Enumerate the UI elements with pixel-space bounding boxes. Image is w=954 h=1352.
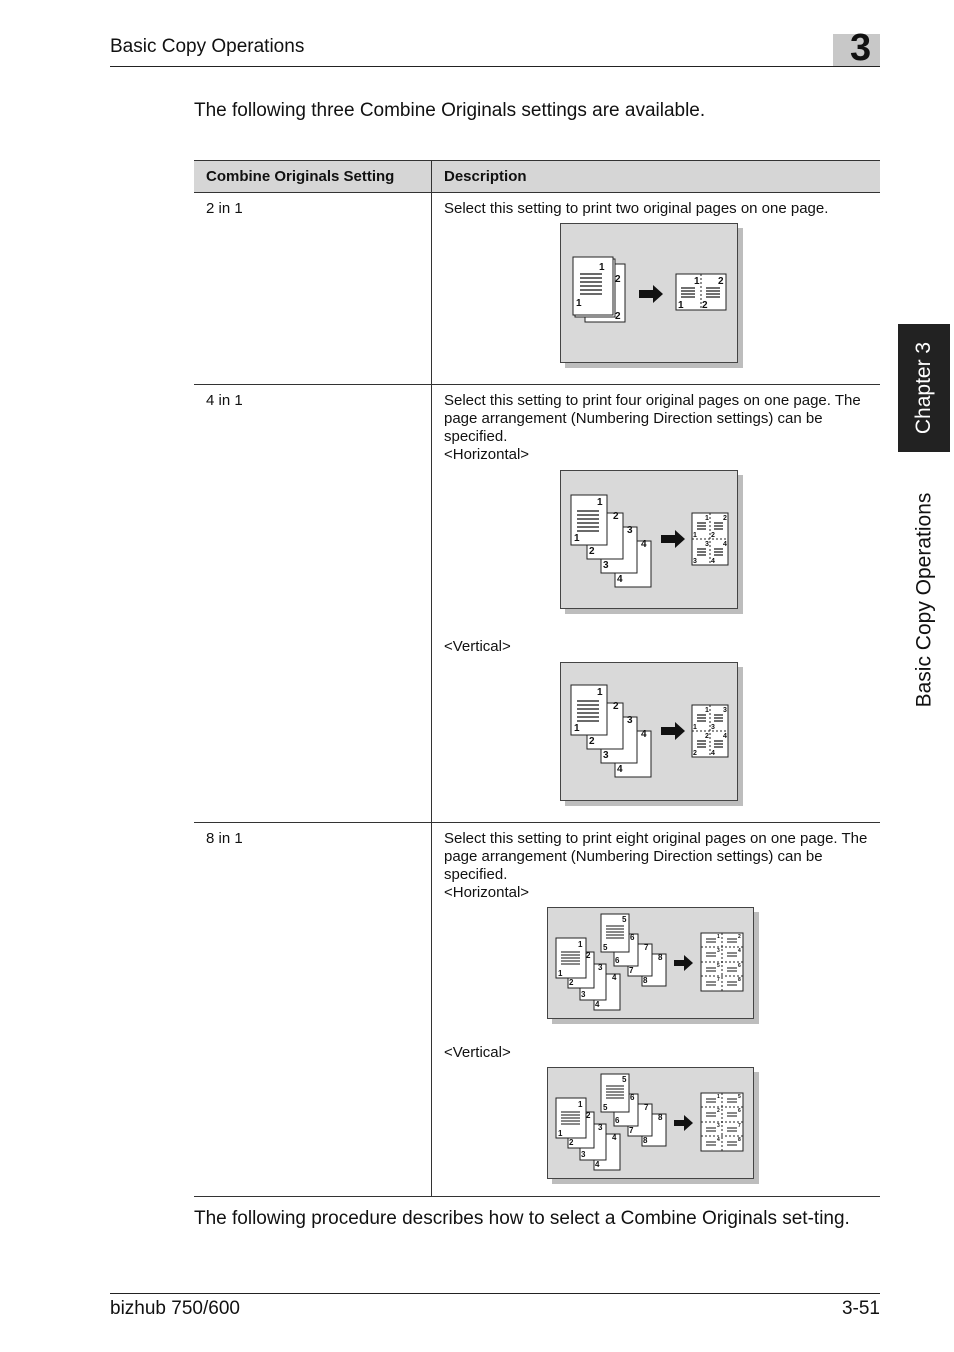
svg-text:3: 3 bbox=[705, 541, 709, 548]
svg-text:4: 4 bbox=[711, 750, 715, 757]
diagram-8in1-vertical bbox=[547, 1067, 754, 1179]
svg-text:3: 3 bbox=[598, 963, 603, 972]
svg-text:3: 3 bbox=[581, 1150, 586, 1159]
svg-text:7: 7 bbox=[717, 977, 720, 983]
svg-text:1: 1 bbox=[694, 276, 700, 287]
svg-text:6: 6 bbox=[615, 956, 620, 965]
table-column-divider bbox=[431, 160, 432, 1196]
svg-text:2: 2 bbox=[711, 532, 715, 539]
svg-text:6: 6 bbox=[630, 1093, 635, 1102]
svg-text:5: 5 bbox=[738, 1094, 741, 1100]
intro-paragraph: The following three Combine Originals settings are available. bbox=[194, 100, 706, 121]
svg-text:2: 2 bbox=[613, 511, 619, 522]
row-8in1-horizontal-label: <Horizontal> bbox=[444, 884, 530, 901]
svg-text:1: 1 bbox=[576, 298, 582, 309]
svg-text:8: 8 bbox=[738, 977, 741, 983]
svg-text:4: 4 bbox=[723, 733, 727, 740]
svg-text:1: 1 bbox=[717, 934, 720, 940]
svg-text:8: 8 bbox=[643, 976, 648, 985]
svg-text:8: 8 bbox=[658, 1113, 663, 1122]
side-chapter-label-wrap bbox=[898, 324, 950, 452]
svg-text:2: 2 bbox=[705, 733, 709, 740]
svg-text:1: 1 bbox=[574, 533, 580, 544]
svg-text:4: 4 bbox=[711, 558, 715, 565]
side-chapter-label: Chapter 3 bbox=[912, 341, 936, 435]
svg-text:4: 4 bbox=[738, 948, 741, 954]
svg-text:4: 4 bbox=[617, 574, 623, 585]
svg-text:1: 1 bbox=[693, 724, 697, 731]
svg-text:4: 4 bbox=[595, 1000, 600, 1009]
svg-text:3: 3 bbox=[627, 525, 633, 536]
svg-text:8: 8 bbox=[658, 953, 663, 962]
svg-text:4: 4 bbox=[612, 1133, 617, 1142]
svg-text:3: 3 bbox=[711, 724, 715, 731]
svg-text:2: 2 bbox=[702, 300, 708, 311]
svg-text:4: 4 bbox=[612, 973, 617, 982]
side-section-label-wrap bbox=[898, 470, 950, 730]
svg-text:7: 7 bbox=[644, 943, 649, 952]
side-section-label: Basic Copy Operations bbox=[912, 492, 935, 708]
svg-text:4: 4 bbox=[617, 764, 623, 775]
svg-text:1: 1 bbox=[678, 300, 684, 311]
row-4in1-setting: 4 in 1 bbox=[206, 392, 243, 409]
svg-text:6: 6 bbox=[738, 963, 741, 969]
footer-model: bizhub 750/600 bbox=[110, 1298, 240, 1319]
diagram-4in1-vertical bbox=[560, 662, 738, 801]
table-header-setting: Combine Originals Setting bbox=[206, 168, 395, 185]
row-4in1-description: Select this setting to print four original pages on one page. The page arrangement (Numbering Direction settings) can be specified. bbox=[444, 392, 861, 445]
row-8in1-vertical-label: <Vertical> bbox=[444, 1044, 511, 1061]
table-header-description: Description bbox=[444, 168, 527, 185]
svg-text:2: 2 bbox=[586, 951, 591, 960]
diagram-4in1-horizontal bbox=[560, 470, 738, 609]
diagram-8in1-horizontal bbox=[547, 907, 754, 1019]
svg-text:7: 7 bbox=[629, 1126, 634, 1135]
row-2in1-description: Select this setting to print two original pages on one page. bbox=[444, 200, 829, 217]
svg-text:1: 1 bbox=[597, 497, 603, 508]
diagram-2in1 bbox=[560, 223, 738, 363]
svg-text:4: 4 bbox=[641, 729, 647, 740]
row-4in1-horizontal-label: <Horizontal> bbox=[444, 446, 530, 463]
svg-text:1: 1 bbox=[599, 262, 605, 273]
svg-text:1: 1 bbox=[693, 532, 697, 539]
svg-text:4: 4 bbox=[723, 541, 727, 548]
svg-text:8: 8 bbox=[643, 1136, 648, 1145]
svg-text:2: 2 bbox=[615, 274, 621, 285]
svg-text:1: 1 bbox=[558, 969, 563, 978]
running-header-title: Basic Copy Operations bbox=[110, 36, 305, 57]
svg-text:2: 2 bbox=[589, 546, 595, 557]
svg-text:1: 1 bbox=[597, 687, 603, 698]
svg-text:4: 4 bbox=[595, 1160, 600, 1169]
svg-text:2: 2 bbox=[717, 1108, 720, 1114]
svg-text:1: 1 bbox=[574, 723, 580, 734]
svg-text:3: 3 bbox=[603, 560, 609, 571]
svg-text:2: 2 bbox=[586, 1111, 591, 1120]
svg-text:1: 1 bbox=[705, 515, 709, 522]
svg-text:3: 3 bbox=[603, 750, 609, 761]
svg-text:5: 5 bbox=[603, 943, 608, 952]
svg-text:4: 4 bbox=[641, 539, 647, 550]
svg-text:6: 6 bbox=[615, 1116, 620, 1125]
svg-text:2: 2 bbox=[718, 276, 724, 287]
svg-text:1: 1 bbox=[578, 1100, 583, 1109]
procedure-intro-paragraph: The following procedure describes how to select a Combine Originals set-ting. bbox=[194, 1208, 850, 1229]
table-bottom-rule bbox=[194, 1196, 880, 1197]
table-row-divider bbox=[194, 384, 880, 385]
row-8in1-description: Select this setting to print eight original pages on one page. The page arrangement (Numbering Direction settings) can be specified. bbox=[444, 830, 868, 883]
footer-page-number: 3-51 bbox=[841, 1298, 880, 1319]
svg-text:2: 2 bbox=[613, 701, 619, 712]
svg-text:2: 2 bbox=[723, 515, 727, 522]
svg-text:2: 2 bbox=[569, 1138, 574, 1147]
row-8in1-setting: 8 in 1 bbox=[206, 830, 243, 847]
header-rule bbox=[110, 66, 880, 67]
svg-text:1: 1 bbox=[578, 940, 583, 949]
row-4in1-vertical-label: <Vertical> bbox=[444, 638, 511, 655]
svg-text:3: 3 bbox=[723, 707, 727, 714]
svg-text:7: 7 bbox=[738, 1123, 741, 1129]
svg-text:5: 5 bbox=[717, 963, 720, 969]
svg-text:3: 3 bbox=[693, 558, 697, 565]
svg-text:5: 5 bbox=[622, 915, 627, 924]
row-2in1-setting: 2 in 1 bbox=[206, 200, 243, 217]
svg-text:1: 1 bbox=[705, 707, 709, 714]
svg-text:8: 8 bbox=[738, 1137, 741, 1143]
footer-rule bbox=[110, 1293, 880, 1294]
svg-text:1: 1 bbox=[717, 1094, 720, 1100]
svg-text:2: 2 bbox=[738, 934, 741, 940]
chapter-number: 3 bbox=[850, 27, 872, 69]
svg-text:7: 7 bbox=[644, 1103, 649, 1112]
table-row-divider bbox=[194, 822, 880, 823]
svg-text:1: 1 bbox=[558, 1129, 563, 1138]
svg-text:3: 3 bbox=[717, 1123, 720, 1129]
svg-text:3: 3 bbox=[717, 948, 720, 954]
svg-text:6: 6 bbox=[738, 1108, 741, 1114]
svg-text:7: 7 bbox=[629, 966, 634, 975]
svg-text:2: 2 bbox=[569, 978, 574, 987]
svg-text:5: 5 bbox=[603, 1103, 608, 1112]
svg-text:3: 3 bbox=[627, 715, 633, 726]
svg-text:2: 2 bbox=[615, 311, 621, 322]
svg-text:6: 6 bbox=[630, 933, 635, 942]
svg-text:5: 5 bbox=[622, 1075, 627, 1084]
svg-text:3: 3 bbox=[581, 990, 586, 999]
svg-text:3: 3 bbox=[598, 1123, 603, 1132]
svg-text:2: 2 bbox=[693, 750, 697, 757]
svg-text:4: 4 bbox=[717, 1137, 720, 1143]
svg-text:2: 2 bbox=[589, 736, 595, 747]
